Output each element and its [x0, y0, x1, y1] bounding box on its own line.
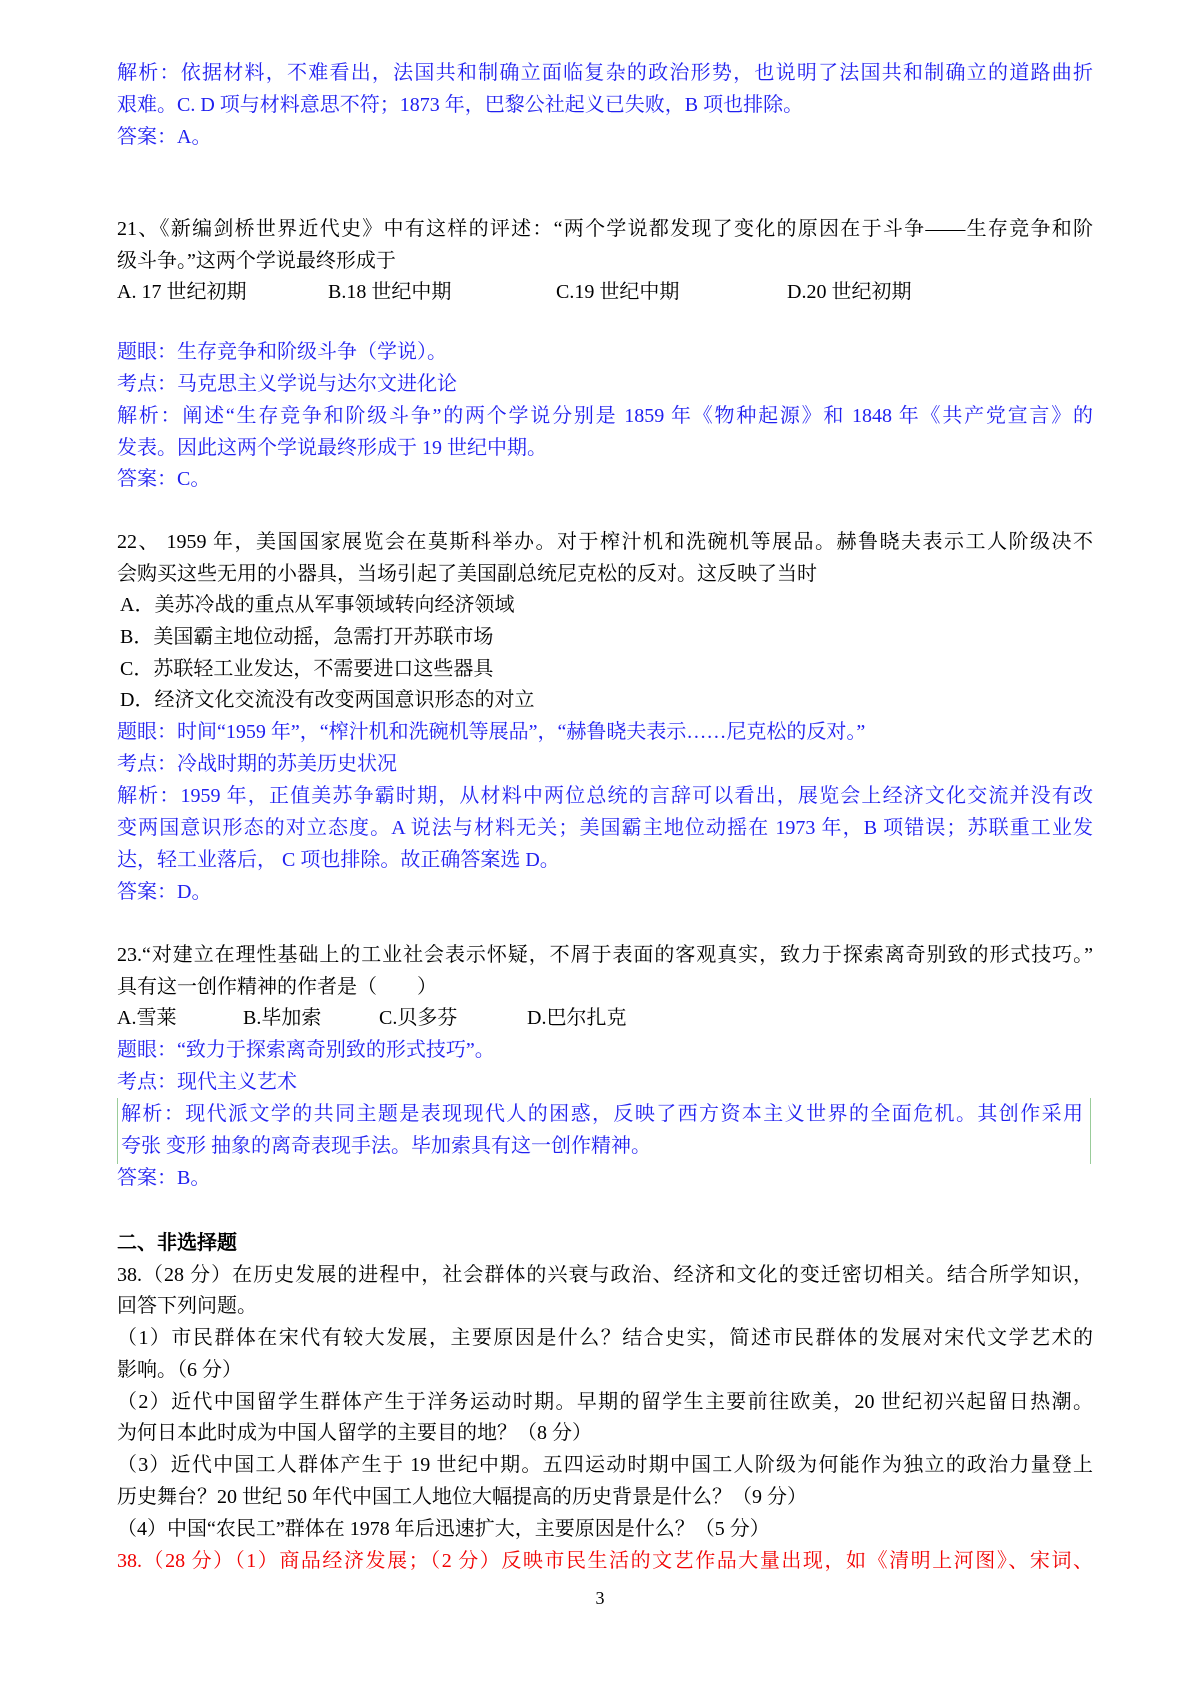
q21-answer: 答案：C。 — [117, 468, 211, 490]
q23-option-c: C.贝多芬 — [379, 1007, 458, 1029]
q38-line: 回答下列问题。 — [117, 1295, 257, 1317]
q38-line: 38.（28 分）在历史发展的进程中，社会群体的兴衰与政治、经济和文化的变迁密切相关。结合所学知识， — [117, 1264, 1093, 1286]
q38-line: （4）中国“农民工”群体在 1978 年后迅速扩大，主要原因是什么？（5 分） — [117, 1518, 770, 1540]
q22-stem-line: 22、 1959 年，美国国家展览会在莫斯科举办。对于榨汁机和洗碗机等展品。赫鲁晓夫表示工人阶级决不 — [117, 531, 1093, 553]
q22-analysis-line: 解析：1959 年，正值美苏争霸时期，从材料中两位总统的言辞可以看出，展览会上经济文化交流并没有改 — [117, 785, 1093, 807]
q22-analysis-line: 变两国意识形态的对立态度。A 说法与材料无关；美国霸主地位动摇在 1973 年，B 项错误；苏联重工业发 — [117, 817, 1093, 839]
q22-eye: 题眼：时间“1959 年”，“榨汁机和洗碗机等展品”，“赫鲁晓夫表示……尼克松的反对。” — [117, 721, 866, 743]
q23-option-b: B.毕加索 — [243, 1007, 322, 1029]
q21-stem-line: 级斗争。”这两个学说最终形成于 — [117, 250, 396, 272]
q23-options — [117, 1002, 1093, 1034]
q21-options — [117, 276, 1093, 308]
q23-option-d: D.巴尔扎克 — [527, 1007, 627, 1029]
q20-answer: 答案：A。 — [117, 126, 212, 148]
q21-option-c: C.19 世纪中期 — [556, 281, 680, 303]
q23-stem-line: 具有这一创作精神的作者是（ ） — [117, 976, 437, 998]
q38-line: （3）近代中国工人群体产生于 19 世纪中期。五四运动时期中国工人阶级为何能作为独立的政治力量登上 — [117, 1454, 1093, 1476]
q23-stem-line: 23.“对建立在理性基础上的工业社会表示怀疑，不屑于表面的客观真实，致力于探索离奇别致的形式技巧。” — [117, 944, 1093, 966]
q38-line: 为何日本此时成为中国人留学的主要目的地？（8 分） — [117, 1422, 592, 1444]
q23-analysis-line: 解析：现代派文学的共同主题是表现现代人的困惑，反映了西方资本主义世界的全面危机。其创作采用 — [121, 1103, 1083, 1125]
q38-line: 历史舞台？20 世纪 50 年代中国工人地位大幅提高的历史背景是什么？（9 分） — [117, 1486, 807, 1508]
q20-analysis-line: 解析：依据材料，不难看出，法国共和制确立面临复杂的政治形势，也说明了法国共和制确立的道路曲折 — [117, 62, 1093, 84]
q22-option-a: A．美苏冷战的重点从军事领域转向经济领域 — [120, 594, 515, 616]
q38-line: 影响。（6 分） — [117, 1359, 242, 1381]
q21-stem-line: 21、《新编剑桥世界近代史》中有这样的评述：“两个学说都发现了变化的原因在于斗争——生存竞争和阶 — [117, 218, 1093, 240]
q22-option-c: C．苏联轻工业发达，不需要进口这些器具 — [120, 658, 494, 680]
q21-option-d: D.20 世纪初期 — [787, 281, 912, 303]
q21-option-b: B.18 世纪中期 — [328, 281, 452, 303]
q22-point: 考点：冷战时期的苏美历史状况 — [117, 753, 397, 775]
q22-option-b: B．美国霸主地位动摇，急需打开苏联市场 — [120, 626, 494, 648]
section-heading: 二、非选择题 — [117, 1232, 237, 1254]
q38-line: （2）近代中国留学生群体产生于洋务运动时期。早期的留学生主要前往欧美，20 世纪初兴起留日热潮。 — [117, 1391, 1093, 1413]
q22-stem-line: 会购买这些无用的小器具，当场引起了美国副总统尼克松的反对。这反映了当时 — [117, 563, 817, 585]
q23-point: 考点：现代主义艺术 — [117, 1071, 297, 1093]
q23-answer: 答案：B。 — [117, 1167, 211, 1189]
q21-eye: 题眼：生存竞争和阶级斗争（学说）。 — [117, 341, 447, 363]
q21-point: 考点：马克思主义学说与达尔文进化论 — [117, 373, 457, 395]
q20-analysis-line: 艰难。C. D 项与材料意思不符；1873 年，巴黎公社起义已失败，B 项也排除。 — [117, 94, 804, 116]
q22-analysis-line: 达，轻工业落后， C 项也排除。故正确答案选 D。 — [117, 849, 560, 871]
q23-analysis-line: 夸张 变形 抽象的离奇表现手法。毕加索具有这一创作精神。 — [121, 1135, 651, 1157]
q21-analysis-line: 解析：阐述“生存竞争和阶级斗争”的两个学说分别是 1859 年《物种起源》和 1848 年《共产党宣言》的 — [117, 405, 1093, 427]
q22-answer: 答案：D。 — [117, 881, 212, 903]
q23-eye: 题眼：“致力于探索离奇别致的形式技巧”。 — [117, 1039, 495, 1061]
q23-option-a: A.雪莱 — [117, 1007, 177, 1029]
q22-option-d: D．经济文化交流没有改变两国意识形态的对立 — [120, 689, 535, 711]
q21-analysis-line: 发表。因此这两个学说最终形成于 19 世纪中期。 — [117, 437, 547, 459]
q38-line: （1）市民群体在宋代有较大发展，主要原因是什么？结合史实，简述市民群体的发展对宋代文学艺术的 — [117, 1327, 1093, 1349]
q21-option-a: A. 17 世纪初期 — [117, 281, 247, 303]
page-number: 3 — [595, 1588, 605, 1608]
q38-answer-line: 38.（28 分）（1）商品经济发展；（2 分）反映市民生活的文艺作品大量出现，如《清明上河图》、宋词、 — [117, 1550, 1093, 1572]
